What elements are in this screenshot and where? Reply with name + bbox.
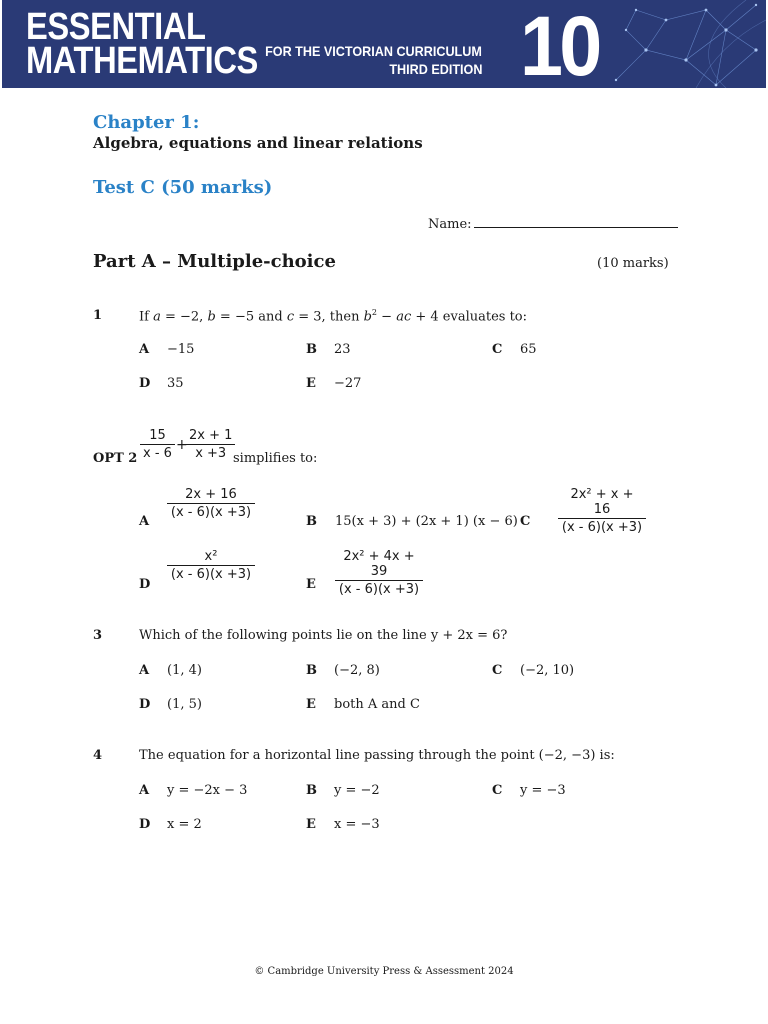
option-value: y = −2x − 3 <box>167 783 248 798</box>
option-fraction <box>335 549 423 597</box>
option-letter: C <box>492 783 503 798</box>
question-1-text: If a = −2, b = −5 and c = 3, then $b^2$ − ac + 4 evaluates to: <box>139 308 527 325</box>
option-value: (−2, 8) <box>334 663 380 678</box>
fraction-denominator: (x - 6)(x +3) <box>170 505 252 520</box>
option-letter: E <box>306 577 316 592</box>
plus-sign: + <box>176 437 188 453</box>
fraction-bar <box>167 503 255 504</box>
option-value: x = −3 <box>334 817 380 832</box>
option-value: (1, 4) <box>167 663 202 678</box>
option-value: (−2, 10) <box>520 663 575 678</box>
fraction-denominator: (x - 6)(x +3) <box>338 582 420 597</box>
fraction-denominator: x +3 <box>195 446 227 461</box>
option-value: 35 <box>167 376 184 391</box>
option-letter: D <box>139 376 151 391</box>
question-text: simplifies to: <box>233 451 318 466</box>
network-graphic <box>606 0 766 88</box>
fraction-denominator: x - 6 <box>143 446 172 461</box>
question-number: 1 <box>93 308 103 323</box>
option-letter: A <box>139 514 150 529</box>
option-fraction <box>558 487 646 535</box>
fraction-bar <box>558 518 646 519</box>
question-text: The equation for a horizontal line passing through the point (−2, −3) is: <box>139 748 615 763</box>
question-number: OPT 2 <box>93 451 138 466</box>
option-letter: B <box>306 514 317 529</box>
stem-fraction-2 <box>186 428 235 461</box>
fraction-bar <box>140 444 175 445</box>
option-letter: C <box>492 663 503 678</box>
option-letter: D <box>139 817 151 832</box>
stem-fraction-1 <box>140 428 175 461</box>
option-fraction <box>167 549 255 582</box>
part-marks: (10 marks) <box>597 256 669 271</box>
option-letter: B <box>306 342 317 357</box>
name-field[interactable] <box>428 216 678 232</box>
fraction-bar <box>167 565 255 566</box>
option-value: both A and C <box>334 697 420 712</box>
year-level: 10 <box>520 0 599 88</box>
option-value: x = 2 <box>167 817 202 832</box>
option-letter: C <box>492 342 503 357</box>
option-value: −15 <box>167 342 195 357</box>
fraction-denominator: (x - 6)(x +3) <box>561 520 643 535</box>
option-value: y = −3 <box>520 783 566 798</box>
name-blank-line[interactable] <box>474 216 678 228</box>
fraction-numerator: 2x + 1 <box>189 428 233 443</box>
option-letter: D <box>139 697 151 712</box>
fraction-numerator: 2x² + x + 16 <box>570 487 634 517</box>
test-title: Test C (50 marks) <box>93 177 273 198</box>
option-letter: B <box>306 663 317 678</box>
option-letter: A <box>139 342 150 357</box>
fraction-numerator: 2x + 16 <box>185 487 237 502</box>
question-number: 4 <box>93 748 103 763</box>
fraction-bar <box>335 580 423 581</box>
fraction-numerator: 2x² + 4x + 39 <box>343 549 415 579</box>
option-letter: A <box>139 783 150 798</box>
brand-line-2: MATHEMATICS <box>26 40 258 82</box>
option-value: y = −2 <box>334 783 380 798</box>
header-banner <box>2 0 766 88</box>
option-value: 23 <box>334 342 351 357</box>
option-value: 65 <box>520 342 537 357</box>
brand-line-1: ESSENTIAL <box>26 6 206 48</box>
option-letter: E <box>306 817 316 832</box>
option-value: −27 <box>334 376 362 391</box>
part-title: Part A – Multiple-choice <box>93 251 336 272</box>
chapter-subtitle: Algebra, equations and linear relations <box>93 134 423 152</box>
option-letter: E <box>306 697 316 712</box>
fraction-numerator: 15 <box>149 428 166 443</box>
curriculum-line-1: FOR THE VICTORIAN CURRICULUM <box>265 43 482 59</box>
option-value: (1, 5) <box>167 697 202 712</box>
option-value: 15(x + 3) + (2x + 1) (x − 6) <box>335 514 518 529</box>
fraction-numerator: x² <box>204 549 218 564</box>
name-label: Name: <box>428 217 472 232</box>
question-text: Which of the following points lie on the line y + 2x = 6? <box>139 628 508 643</box>
option-fraction <box>167 487 255 520</box>
fraction-denominator: (x - 6)(x +3) <box>170 567 252 582</box>
option-letter: D <box>139 577 151 592</box>
curriculum-line-2: THIRD EDITION <box>388 61 482 77</box>
option-letter: C <box>520 514 531 529</box>
chapter-label: Chapter 1: <box>93 112 200 133</box>
option-letter: B <box>306 783 317 798</box>
fraction-bar <box>186 444 235 445</box>
copyright-footer: © Cambridge University Press & Assessment 2024 <box>254 966 514 977</box>
question-number: 3 <box>93 628 103 643</box>
option-letter: E <box>306 376 316 391</box>
option-letter: A <box>139 663 150 678</box>
